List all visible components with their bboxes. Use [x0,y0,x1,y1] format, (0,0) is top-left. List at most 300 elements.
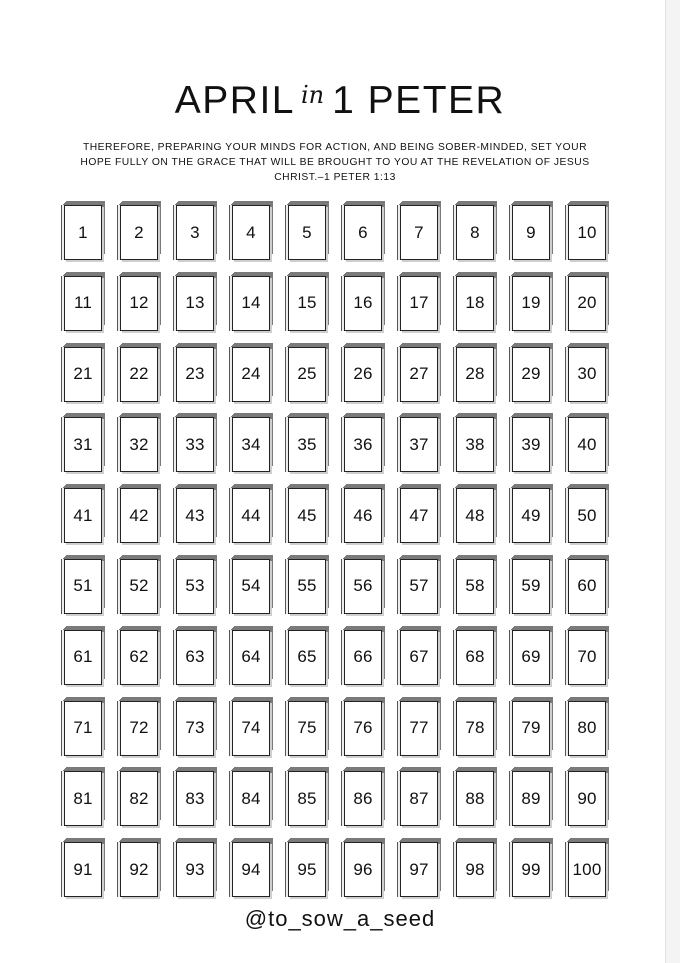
day-number: 93 [185,859,205,879]
day-number: 56 [353,576,373,596]
book-cover [456,630,494,685]
day-number: 25 [297,364,317,384]
book-icon[interactable] [229,412,285,483]
day-number: 10 [577,222,597,242]
book-icon[interactable] [509,412,565,483]
footer-handle: @to_sow_a_seed [244,906,436,931]
book-cover [568,488,606,543]
day-number: 74 [241,718,261,738]
book-cover [512,842,550,897]
day-number: 67 [409,647,429,667]
book-cover [456,276,494,331]
book-cover [176,205,214,260]
book-cover [344,276,382,331]
day-number: 9 [526,222,536,242]
book-icon[interactable] [453,483,509,554]
book-icon[interactable] [341,766,397,837]
book-cover [64,842,102,897]
day-number: 62 [129,647,149,667]
day-number: 23 [185,364,205,384]
book-cover [64,347,102,402]
day-number: 35 [297,434,317,454]
day-number: 36 [353,434,373,454]
day-number: 63 [185,647,205,667]
book-icon[interactable] [509,271,565,342]
day-number: 97 [409,859,429,879]
day-number: 64 [241,647,261,667]
book-icon[interactable] [229,342,285,413]
day-number: 88 [465,788,485,808]
day-number: 26 [353,364,373,384]
day-number: 43 [185,505,205,525]
day-number: 13 [185,293,205,313]
book-icon[interactable] [117,342,173,413]
book-cover [176,771,214,826]
book-icon[interactable] [285,766,341,837]
day-number: 83 [185,788,205,808]
page-edge [665,0,680,963]
book-icon[interactable] [453,766,509,837]
book-icon[interactable] [285,271,341,342]
book-icon[interactable] [565,554,621,625]
day-number: 32 [129,434,149,454]
book-icon[interactable] [341,342,397,413]
book-cover [288,630,326,685]
book-cover [568,205,606,260]
day-number: 50 [577,505,597,525]
book-icon[interactable] [565,483,621,554]
book-cover [64,205,102,260]
day-number: 65 [297,647,317,667]
book-cover [64,276,102,331]
book-cover [176,488,214,543]
book-cover [232,417,270,472]
day-number: 66 [353,647,373,667]
book-icon[interactable] [565,837,621,908]
book-icon[interactable] [397,696,453,767]
book-icon[interactable] [509,342,565,413]
book-icon[interactable] [117,200,173,271]
day-number: 100 [572,859,602,879]
book-cover [232,842,270,897]
book-cover [568,347,606,402]
book-cover [232,559,270,614]
day-number: 78 [465,718,485,738]
book-cover [232,205,270,260]
book-cover [288,842,326,897]
book-icon[interactable] [285,483,341,554]
book-cover [176,417,214,472]
book-cover [64,701,102,756]
book-cover [288,488,326,543]
book-icon[interactable] [509,625,565,696]
book-cover [232,630,270,685]
book-icon[interactable] [509,766,565,837]
book-icon[interactable] [229,625,285,696]
day-number: 92 [129,859,149,879]
title-part-peter: 1 PETER [332,79,506,122]
book-cover [568,771,606,826]
day-number: 73 [185,718,205,738]
book-icon[interactable] [229,554,285,625]
day-number: 24 [241,364,261,384]
day-number: 69 [521,647,541,667]
book-icon[interactable] [509,696,565,767]
day-number: 57 [409,576,429,596]
book-cover [456,701,494,756]
day-number: 27 [409,364,429,384]
book-icon[interactable] [229,696,285,767]
day-number: 30 [577,364,597,384]
book-icon[interactable] [509,554,565,625]
book-cover [568,701,606,756]
book-icon[interactable] [61,696,117,767]
book-icon[interactable] [565,342,621,413]
page-title [0,78,680,128]
day-number: 87 [409,788,429,808]
day-number: 11 [73,293,93,313]
book-icon[interactable] [341,271,397,342]
book-icon[interactable] [61,625,117,696]
verse-text: THEREFORE, PREPARING YOUR MINDS FOR ACTION, AND BEING SOBER-MINDED, SET YOUR HOPE FULLY ON THE GRACE THAT WILL BE BROUGHT TO YOU AT THE REVELATION OF JESUS CHRIST.–1 PETER 1:13 [80,142,590,183]
book-icon[interactable] [565,696,621,767]
book-cover [64,559,102,614]
book-icon[interactable] [117,766,173,837]
book-cover [120,488,158,543]
book-icon[interactable] [61,342,117,413]
book-icon[interactable] [341,554,397,625]
day-number: 91 [73,859,93,879]
book-icon[interactable] [173,837,229,908]
day-number: 90 [577,788,597,808]
day-number: 45 [297,505,317,525]
book-cover [288,559,326,614]
day-number: 55 [297,576,317,596]
day-number: 4 [246,222,256,242]
book-icon[interactable] [61,412,117,483]
day-number: 59 [521,576,541,596]
book-cover [288,771,326,826]
day-number: 38 [465,434,485,454]
day-number: 28 [465,364,485,384]
book-cover [512,347,550,402]
day-number: 22 [129,364,149,384]
book-cover [456,559,494,614]
book-cover [288,347,326,402]
day-number: 70 [577,647,597,667]
book-cover [400,347,438,402]
book-icon[interactable] [173,625,229,696]
day-number: 33 [185,434,205,454]
book-icon[interactable] [565,766,621,837]
day-number: 29 [521,364,541,384]
day-number: 41 [73,505,93,525]
book-icon[interactable] [341,412,397,483]
book-icon[interactable] [285,412,341,483]
book-icon[interactable] [61,200,117,271]
day-number: 16 [353,293,373,313]
book-icon[interactable] [397,766,453,837]
book-cover [344,701,382,756]
day-number: 18 [465,293,485,313]
book-cover [400,205,438,260]
book-icon[interactable] [565,271,621,342]
book-icon[interactable] [61,271,117,342]
book-icon[interactable] [61,554,117,625]
book-cover [456,347,494,402]
day-number: 20 [577,293,597,313]
book-icon[interactable] [397,625,453,696]
book-icon[interactable] [117,837,173,908]
day-number: 99 [521,859,541,879]
day-number: 19 [521,293,541,313]
book-icon[interactable] [341,837,397,908]
book-cover [512,559,550,614]
book-cover [120,205,158,260]
book-icon[interactable] [229,483,285,554]
book-cover [176,276,214,331]
book-cover [400,701,438,756]
book-icon[interactable] [565,412,621,483]
day-number: 84 [241,788,261,808]
day-number: 34 [241,434,261,454]
book-cover [120,347,158,402]
book-icon[interactable] [173,342,229,413]
title-script-in: in [301,81,325,109]
book-icon[interactable] [61,483,117,554]
book-icon[interactable] [229,766,285,837]
day-number: 96 [353,859,373,879]
book-icon[interactable] [453,554,509,625]
book-icon[interactable] [397,483,453,554]
day-number: 95 [297,859,317,879]
book-cover [344,417,382,472]
book-icon[interactable] [117,412,173,483]
day-number: 44 [241,505,261,525]
book-icon[interactable] [61,766,117,837]
day-number: 14 [241,293,261,313]
day-number: 98 [465,859,485,879]
day-number: 86 [353,788,373,808]
book-cover [64,417,102,472]
book-icon[interactable] [173,766,229,837]
book-icon[interactable] [341,200,397,271]
book-icon[interactable] [285,200,341,271]
day-number: 60 [577,576,597,596]
book-icon[interactable] [61,837,117,908]
book-cover [400,417,438,472]
book-cover [400,630,438,685]
book-icon[interactable] [117,554,173,625]
book-cover [176,630,214,685]
day-number: 46 [353,505,373,525]
day-number: 79 [521,718,541,738]
book-icon[interactable] [173,554,229,625]
title-part-april: APRIL [174,79,295,122]
day-number: 42 [129,505,149,525]
book-icon[interactable] [397,271,453,342]
book-icon[interactable] [229,200,285,271]
day-number: 80 [577,718,597,738]
day-number: 47 [409,505,429,525]
book-cover [232,701,270,756]
day-number: 94 [241,859,261,879]
book-cover [344,488,382,543]
book-cover [568,559,606,614]
day-number: 15 [297,293,317,313]
book-cover [456,771,494,826]
book-icon[interactable] [453,271,509,342]
day-number: 51 [73,576,93,596]
book-cover [120,559,158,614]
book-cover [344,347,382,402]
book-cover [120,417,158,472]
day-number: 48 [465,505,485,525]
day-number: 71 [73,718,93,738]
day-number: 75 [297,718,317,738]
book-cover [232,771,270,826]
day-number: 54 [241,576,261,596]
day-number: 6 [358,222,368,242]
day-number: 58 [465,576,485,596]
day-number: 3 [190,222,200,242]
book-cover [512,276,550,331]
book-icon[interactable] [173,483,229,554]
book-cover [568,417,606,472]
book-cover [120,276,158,331]
book-icon[interactable] [173,271,229,342]
book-cover [344,559,382,614]
book-icon[interactable] [397,554,453,625]
day-number: 53 [185,576,205,596]
day-number: 76 [353,718,373,738]
day-number: 77 [409,718,429,738]
day-number: 89 [521,788,541,808]
book-cover [64,771,102,826]
day-number: 31 [73,434,93,454]
day-number: 52 [129,576,149,596]
book-icon[interactable] [117,271,173,342]
book-icon[interactable] [173,412,229,483]
book-cover [64,488,102,543]
book-cover [176,701,214,756]
day-number: 85 [297,788,317,808]
book-icon[interactable] [229,837,285,908]
book-icon[interactable] [285,342,341,413]
book-icon[interactable] [453,625,509,696]
day-number: 61 [73,647,93,667]
book-cover [176,347,214,402]
book-cover [120,842,158,897]
book-icon[interactable] [341,483,397,554]
book-cover [568,630,606,685]
book-icon[interactable] [453,837,509,908]
book-icon[interactable] [285,837,341,908]
day-number: 21 [73,364,93,384]
book-cover [512,417,550,472]
book-icon[interactable] [565,625,621,696]
book-cover [456,842,494,897]
book-cover [176,842,214,897]
book-cover [456,205,494,260]
book-icon[interactable] [285,554,341,625]
day-number: 81 [73,788,93,808]
book-cover [64,630,102,685]
book-cover [344,630,382,685]
book-cover [288,276,326,331]
book-cover [288,417,326,472]
book-icon[interactable] [117,625,173,696]
book-icon[interactable] [453,696,509,767]
book-cover [344,771,382,826]
day-number: 49 [521,505,541,525]
book-icon[interactable] [397,412,453,483]
book-icon[interactable] [285,625,341,696]
book-cover [456,488,494,543]
book-cover [456,417,494,472]
day-number: 5 [302,222,312,242]
book-cover [400,842,438,897]
book-icon[interactable] [453,412,509,483]
book-icon[interactable] [453,200,509,271]
book-cover [344,205,382,260]
book-icon[interactable] [285,696,341,767]
book-icon[interactable] [509,200,565,271]
book-icon[interactable] [397,342,453,413]
book-cover [512,701,550,756]
day-number: 17 [409,293,429,313]
book-cover [512,630,550,685]
book-cover [568,276,606,331]
day-number: 68 [465,647,485,667]
day-number: 72 [129,718,149,738]
book-icon[interactable] [509,483,565,554]
reading-tracker-grid [61,200,621,908]
book-icon[interactable] [117,696,173,767]
book-icon[interactable] [173,200,229,271]
book-icon[interactable] [397,837,453,908]
book-cover [232,347,270,402]
book-icon[interactable] [397,200,453,271]
book-cover [288,205,326,260]
day-number: 82 [129,788,149,808]
book-cover [400,559,438,614]
day-number: 39 [521,434,541,454]
book-cover [344,842,382,897]
book-cover [232,488,270,543]
book-icon[interactable] [341,696,397,767]
day-number: 37 [409,434,429,454]
book-icon[interactable] [341,625,397,696]
book-icon[interactable] [117,483,173,554]
day-number: 12 [129,293,149,313]
book-cover [232,276,270,331]
book-icon[interactable] [453,342,509,413]
book-icon[interactable] [229,271,285,342]
book-cover [400,276,438,331]
book-cover [512,488,550,543]
day-number: 8 [470,222,480,242]
book-icon[interactable] [565,200,621,271]
book-cover [176,559,214,614]
book-icon[interactable] [173,696,229,767]
day-number: 40 [577,434,597,454]
book-cover [400,488,438,543]
book-cover [512,205,550,260]
book-cover [120,771,158,826]
book-icon[interactable] [509,837,565,908]
day-number: 2 [134,222,144,242]
